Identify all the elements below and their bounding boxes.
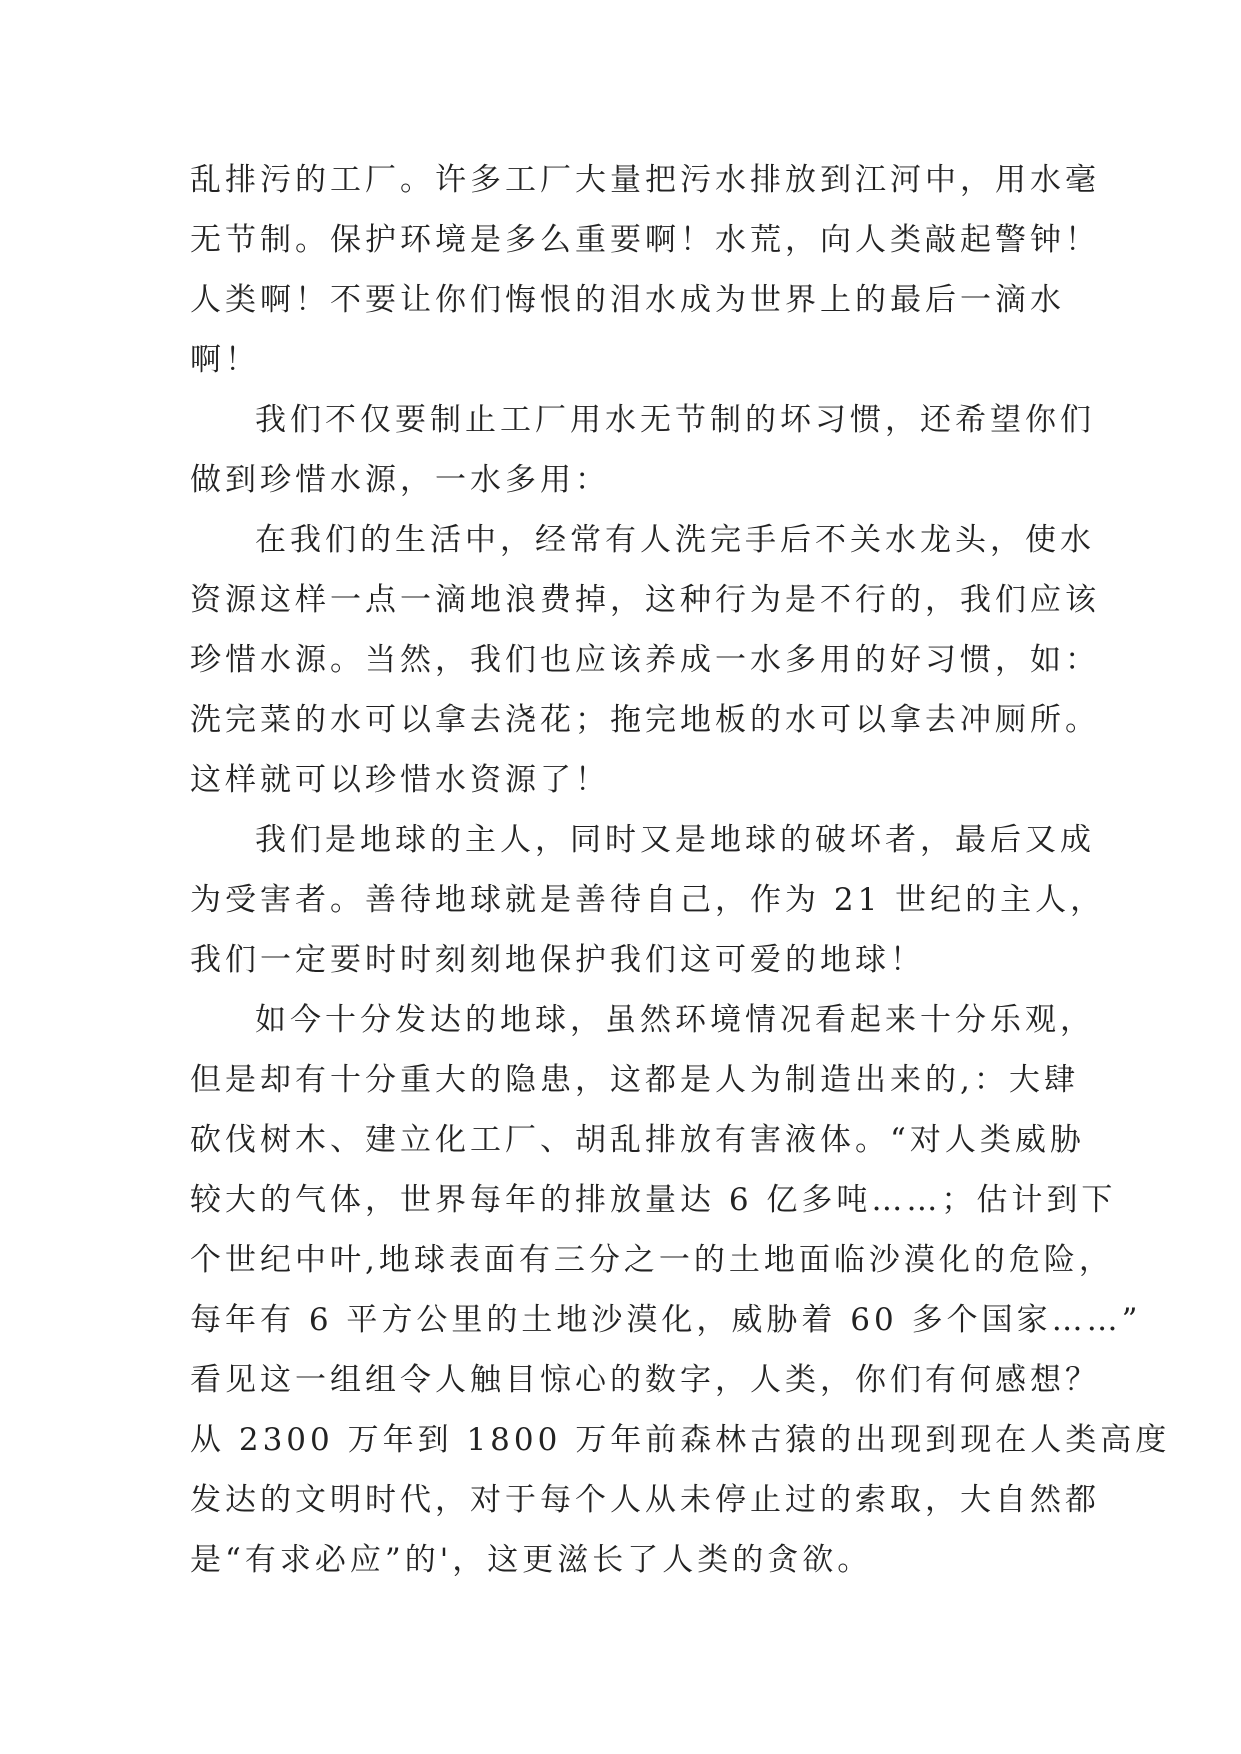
- text-line: 个世纪中叶,地球表面有三分之一的土地面临沙漠化的危险，: [190, 1242, 1114, 1278]
- text-line: 人类啊！不要让你们悔恨的泪水成为世界上的最后一滴水: [190, 282, 1065, 318]
- text-line: 但是却有十分重大的隐患，这都是人为制造出来的,：大肆: [190, 1062, 1079, 1098]
- text-line: 是“有求必应”的'，这更滋长了人类的贪欲。: [190, 1542, 873, 1578]
- text-line: 每年有 6 平方公里的土地沙漠化，威胁着 60 多个国家……”: [190, 1302, 1142, 1338]
- text-line: 从 2300 万年到 1800 万年前森林古猿的出现到现在人类高度: [190, 1422, 1171, 1458]
- text-line: 洗完菜的水可以拿去浇花；拖完地板的水可以拿去冲厕所。: [190, 702, 1100, 738]
- text-line: 看见这一组组令人触目惊心的数字，人类，你们有何感想？: [190, 1362, 1100, 1398]
- text-line: 这样就可以珍惜水资源了！: [190, 762, 610, 798]
- text-line: 做到珍惜水源，一水多用：: [190, 462, 610, 498]
- text-line: 在我们的生活中，经常有人洗完手后不关水龙头，使水: [255, 522, 1095, 558]
- text-line: 发达的文明时代，对于每个人从未停止过的索取，大自然都: [190, 1482, 1100, 1518]
- text-line: 啊！: [190, 342, 260, 378]
- text-line: 我们一定要时时刻刻地保护我们这可爱的地球！: [190, 942, 925, 978]
- text-line: 无节制。保护环境是多么重要啊！水荒，向人类敲起警钟！: [190, 222, 1100, 258]
- text-line: 较大的气体，世界每年的排放量达 6 亿多吨……；估计到下: [190, 1182, 1117, 1218]
- text-line: 为受害者。善待地球就是善待自己，作为 21 世纪的主人，: [190, 882, 1106, 918]
- text-line: 我们是地球的主人，同时又是地球的破坏者，最后又成: [255, 822, 1095, 858]
- text-line: 乱排污的工厂。许多工厂大量把污水排放到江河中，用水毫: [190, 162, 1100, 198]
- text-line: 资源这样一点一滴地浪费掉，这种行为是不行的，我们应该: [190, 582, 1100, 618]
- text-line: 如今十分发达的地球，虽然环境情况看起来十分乐观，: [255, 1002, 1095, 1038]
- text-line: 珍惜水源。当然，我们也应该养成一水多用的好习惯，如：: [190, 642, 1100, 678]
- text-line: 砍伐树木、建立化工厂、胡乱排放有害液体。“对人类威胁: [190, 1122, 1085, 1158]
- body-text: [190, 150, 1171, 1590]
- text-line: 我们不仅要制止工厂用水无节制的坏习惯，还希望你们: [255, 402, 1095, 438]
